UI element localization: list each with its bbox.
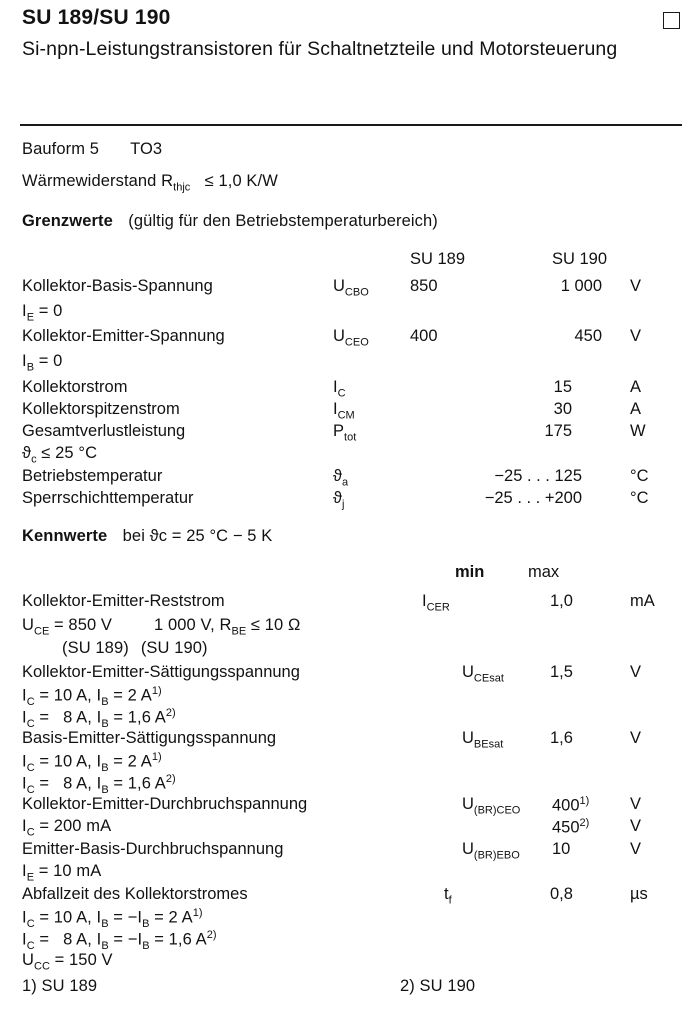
characteristic-condition: $I_C = 10$ A, $I_B = 2$ $A^{1)}$ [22,685,162,708]
characteristic-unit: V [630,795,642,813]
characteristic-symbol: $U_{(BR)EBO}$ [462,840,520,862]
characteristic-symbol: $t_f$ [444,885,452,907]
characteristic-unit: V [630,840,642,858]
limits-col-head-su190: SU 190 [552,250,608,268]
limit-unit: °C [630,489,649,507]
characteristic-name: Emitter-Basis-Durchbruchspannung [22,840,284,858]
limit-value: 30 [553,400,572,418]
limit-name: Kollektor-Basis-Spannung [22,277,213,295]
limit-name: Kollektor-Emitter-Spannung [22,327,225,345]
table-row [22,327,682,347]
characteristic-max: 1,5 [550,663,573,681]
characteristic-max: 0,8 [550,885,573,903]
table-row-continuation [22,817,682,837]
limit-condition: $I_B = 0$ [22,352,63,374]
limit-value-su190: 450 [574,327,602,345]
table-row [22,400,682,420]
table-row [22,422,682,442]
characteristic-max: 1,0 [550,592,573,610]
characteristics-col-max: max [528,563,560,581]
limit-unit: A [630,400,642,418]
table-row [22,378,682,398]
limit-value: 175 [544,422,572,440]
characteristic-unit: V [630,817,642,835]
characteristic-condition: $I_C = 8$ A, $I_B = -I_B = 1,6$ $A^{2)}$ [22,929,217,952]
table-row [22,663,682,683]
table-row [22,277,682,297]
characteristic-symbol: $U_{(BR)CEO}$ [462,795,521,817]
header-divider [20,124,682,126]
table-row [22,467,682,487]
limits-heading-bold: Grenzwerte [22,212,113,230]
characteristics-heading [22,527,272,546]
characteristic-name: Abfallzeit des Kollektorstromes [22,885,248,903]
characteristic-condition: $I_E = 10$ mA [22,862,102,884]
characteristic-condition: $U_{CE} = 850$ V 1 000 V, $R_{BE} \le 10$ Ω [22,616,301,638]
footnote-1: 1) SU 189 [22,977,98,995]
table-row [22,795,682,815]
characteristic-condition: $I_C = 10$ A, $I_B = 2$ $A^{1)}$ [22,751,162,774]
limit-value: −25 . . . +200 [484,489,582,507]
limit-name: Kollektorstrom [22,378,128,396]
page-title: SU 189/SU 190 [22,6,171,29]
thermal-resistance-row [22,172,278,193]
thermal-resistance-subscript: thjc [173,181,191,194]
characteristic-unit: mA [630,592,655,610]
characteristic-min: 10 [552,840,571,858]
characteristic-condition: $I_C = 8$ A, $I_B = 1,6$ $A^{2)}$ [22,707,176,730]
limit-symbol: $ϑ_a$ [333,467,349,489]
bauform-row [22,140,162,159]
characteristic-unit: V [630,663,642,681]
limits-heading-rest: (gültig für den Betriebstemperaturbereich) [128,212,438,230]
characteristic-condition: (SU 189) (SU 190) [62,639,208,657]
limit-unit: A [630,378,642,396]
limit-symbol: $U_{CEO}$ [333,327,369,349]
limit-name: Betriebstemperatur [22,467,163,485]
characteristic-condition: $I_C = 200$ mA [22,817,112,839]
characteristic-unit: V [630,729,642,747]
footnote-2: 2) SU 190 [400,977,476,995]
thermal-resistance-label: Wärmewiderstand R [22,172,174,190]
header [22,6,684,30]
limit-value: −25 . . . 125 [494,467,582,485]
characteristic-condition: $I_C = 8$ A, $I_B = 1,6$ $A^{2)}$ [22,773,176,796]
limit-unit: °C [630,467,649,485]
table-row [22,729,682,749]
limit-value: 15 [553,378,572,396]
table-row [22,489,682,509]
limits-col-head-su189: SU 189 [410,250,466,268]
characteristics-heading-bold: Kennwerte [22,527,108,545]
thermal-resistance-value: ≤ 1,0 K/W [204,172,278,190]
characteristic-name: Kollektor-Emitter-Reststrom [22,592,225,610]
limit-value-su190: 1 000 [560,277,602,295]
table-row [22,885,682,905]
limit-condition: $ϑ_c \le 25$ °C [22,444,98,466]
limit-name: Kollektorspitzenstrom [22,400,180,418]
characteristics-col-min: min [455,563,485,581]
bauform-label: Bauform 5 [22,140,100,158]
table-row [22,840,682,860]
limit-symbol: $I_C$ [333,378,346,400]
characteristic-name: Basis-Emitter-Sättigungsspannung [22,729,277,747]
limits-heading [22,212,438,231]
document-subtitle: Si-npn-Leistungstransistoren für Schaltnetzteile und Motorsteuerung [22,38,618,60]
limit-unit: V [630,277,642,295]
characteristic-name: Kollektor-Emitter-Sättigungsspannung [22,663,300,681]
limit-unit: W [630,422,646,440]
limit-symbol: $I_{CM}$ [333,400,355,422]
characteristic-name: Kollektor-Emitter-Durchbruchspannung [22,795,308,813]
characteristic-max: 1,6 [550,729,573,747]
limit-value-su189: 400 [410,327,438,345]
characteristic-min-second: 450$^{2)}$ [552,817,590,837]
limit-symbol: $P_{tot}$ [333,422,357,444]
characteristic-condition: $I_C = 10$ A, $I_B = -I_B = 2$ $A^{1)}$ [22,907,203,930]
characteristic-symbol: $U_{BEsat}$ [462,729,504,751]
characteristic-unit: µs [630,885,648,903]
limit-value-su189: 850 [410,277,438,295]
limit-name: Gesamtverlustleistung [22,422,186,440]
characteristic-symbol: $U_{CEsat}$ [462,663,504,685]
limit-symbol: $ϑ_j$ [333,489,345,511]
square-outline-icon [663,12,680,29]
limit-condition: $I_E = 0$ [22,302,63,324]
characteristics-heading-rest: bei ϑc = 25 °C − 5 K [122,527,273,545]
characteristic-condition: $U_{CC} = 150$ V [22,951,113,973]
bauform-value: TO3 [130,140,163,158]
limit-symbol: $U_{CBO}$ [333,277,369,299]
characteristic-min: 400$^{1)}$ [552,795,590,815]
table-row [22,592,682,612]
characteristic-symbol: $I_{CER}$ [422,592,450,614]
limit-unit: V [630,327,642,345]
limit-name: Sperrschichttemperatur [22,489,194,507]
